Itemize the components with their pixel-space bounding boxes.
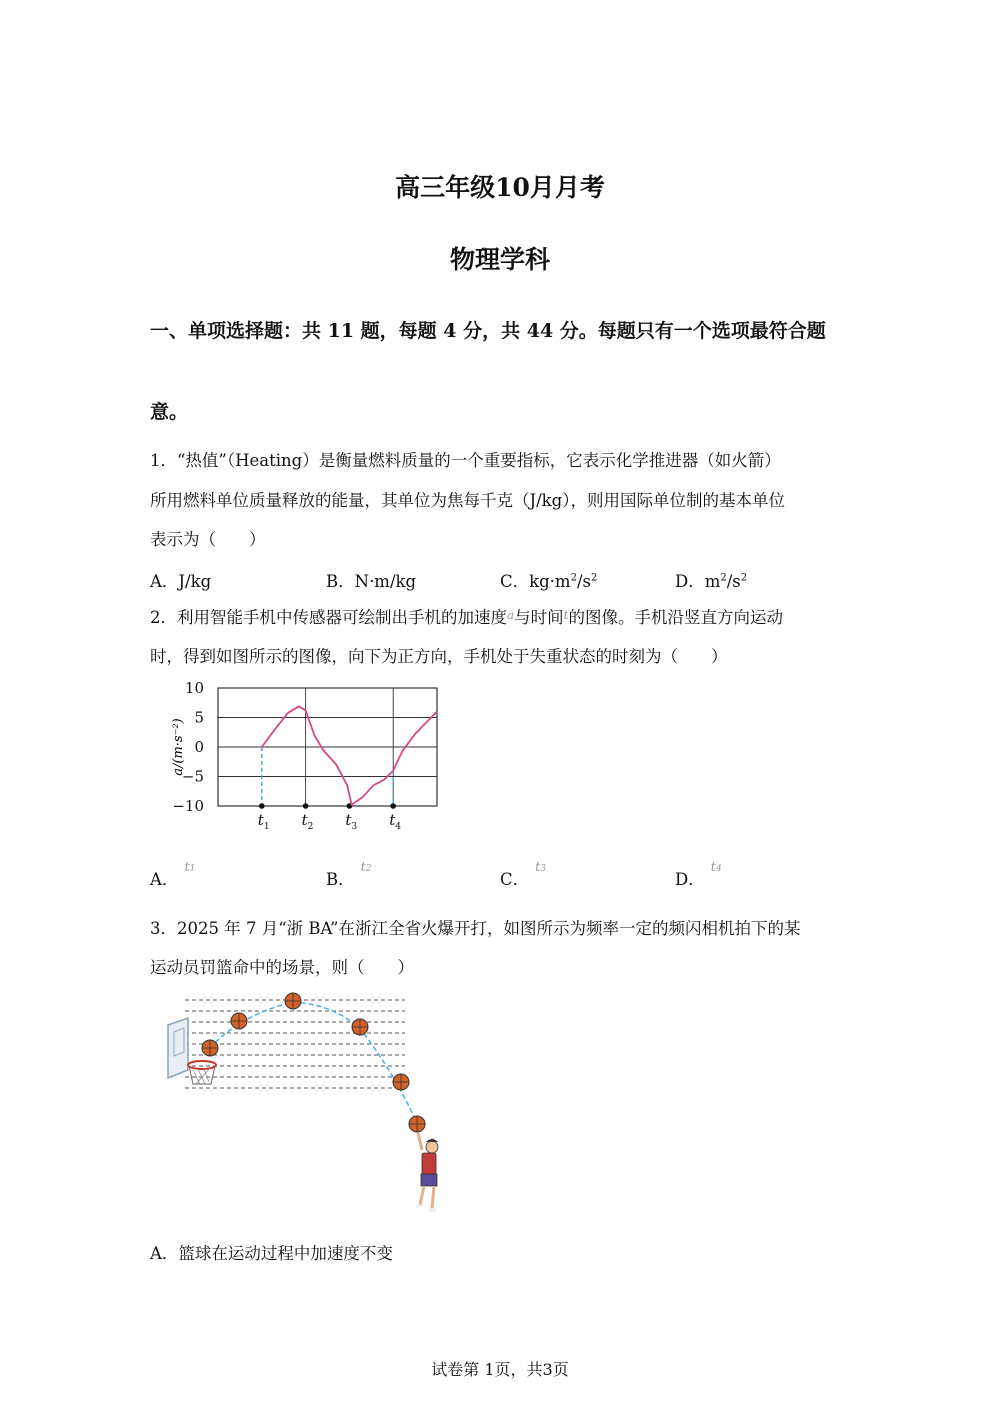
acceleration-time-chart <box>160 675 460 835</box>
y-tick-label: 10 <box>184 679 204 697</box>
q1-option-a: A．J/kg <box>150 572 212 591</box>
q1-line3: 表示为（ ） <box>150 530 266 549</box>
y-axis-label: a/(m·s⁻²) <box>171 718 186 776</box>
marker-dot <box>303 803 309 809</box>
marker-dot <box>390 803 396 809</box>
x-marker-label: $t_2$ <box>301 811 314 832</box>
page-footer: 试卷第 1页，共3页 <box>431 1360 569 1379</box>
exam-title: 高三年级10月月考 <box>395 173 605 202</box>
q2-line1: 2．利用智能手机中传感器可绘制出手机的加速度$^a$与时间$^t$的图像。手机沿竖直方向运动 <box>150 608 783 627</box>
y-tick-label: −10 <box>172 797 204 815</box>
chart-grid <box>218 688 437 806</box>
basketball-player-icon <box>416 1133 438 1210</box>
q3-line1: 3．2025 年 7 月“浙 BA”在浙江全省火爆开打，如图所示为频率一定的频闪相机拍下的某 <box>150 919 801 938</box>
q1-line2: 所用燃料单位质量释放的能量，其单位为焦每千克（J/kg），则用国际单位制的基本单位 <box>150 491 785 510</box>
x-marker-label: $t_4$ <box>389 811 401 832</box>
q2-line2: 时，得到如图所示的图像，向下为正方向，手机处于失重状态的时刻为（ ） <box>150 647 728 666</box>
x-marker-label: $t_1$ <box>257 811 270 832</box>
q1-option-c: C．$kg\cdot m^2/s^2$ <box>500 572 598 591</box>
q2-option-c: C．$^{t3}$ <box>500 860 547 889</box>
q3-line2: 运动员罚篮命中的场景，则（ ） <box>150 958 414 977</box>
y-tick-label: 5 <box>194 708 204 727</box>
y-tick-label: −5 <box>181 767 204 786</box>
t-markers <box>258 747 401 832</box>
subject-title: 物理学科 <box>449 245 550 274</box>
q2-option-b: B．$^{t2}$ <box>326 860 372 889</box>
acceleration-curve <box>262 706 437 805</box>
x-marker-label: $t_3$ <box>345 811 358 832</box>
q2-option-d: D．$^{t4}$ <box>675 860 722 889</box>
section-heading-line2: 意。 <box>150 401 189 423</box>
section-heading-line1: 一、单项选择题：共 11 题，每题 4 分，共 44 分。每题只有一个选项最符合题 <box>150 320 826 342</box>
q1-line1: 1．“热值”（Heating）是衡量燃料质量的一个重要指标，它表示化学推进器（如火箭） <box>150 451 781 470</box>
basketball-icons <box>202 993 425 1132</box>
q2-option-a: A．$^{t1}$ <box>150 860 196 889</box>
marker-dot <box>259 803 265 809</box>
q1-option-b: B．N·m/kg <box>326 572 417 591</box>
q3-option-a: A．篮球在运动过程中加速度不变 <box>150 1244 393 1263</box>
horizontal-reference-lines <box>185 1000 405 1088</box>
y-tick-label: 0 <box>194 738 204 756</box>
q1-option-d: D．$m^2/s^2$ <box>675 572 748 591</box>
basketball-stroboscope-figure <box>160 990 450 1220</box>
